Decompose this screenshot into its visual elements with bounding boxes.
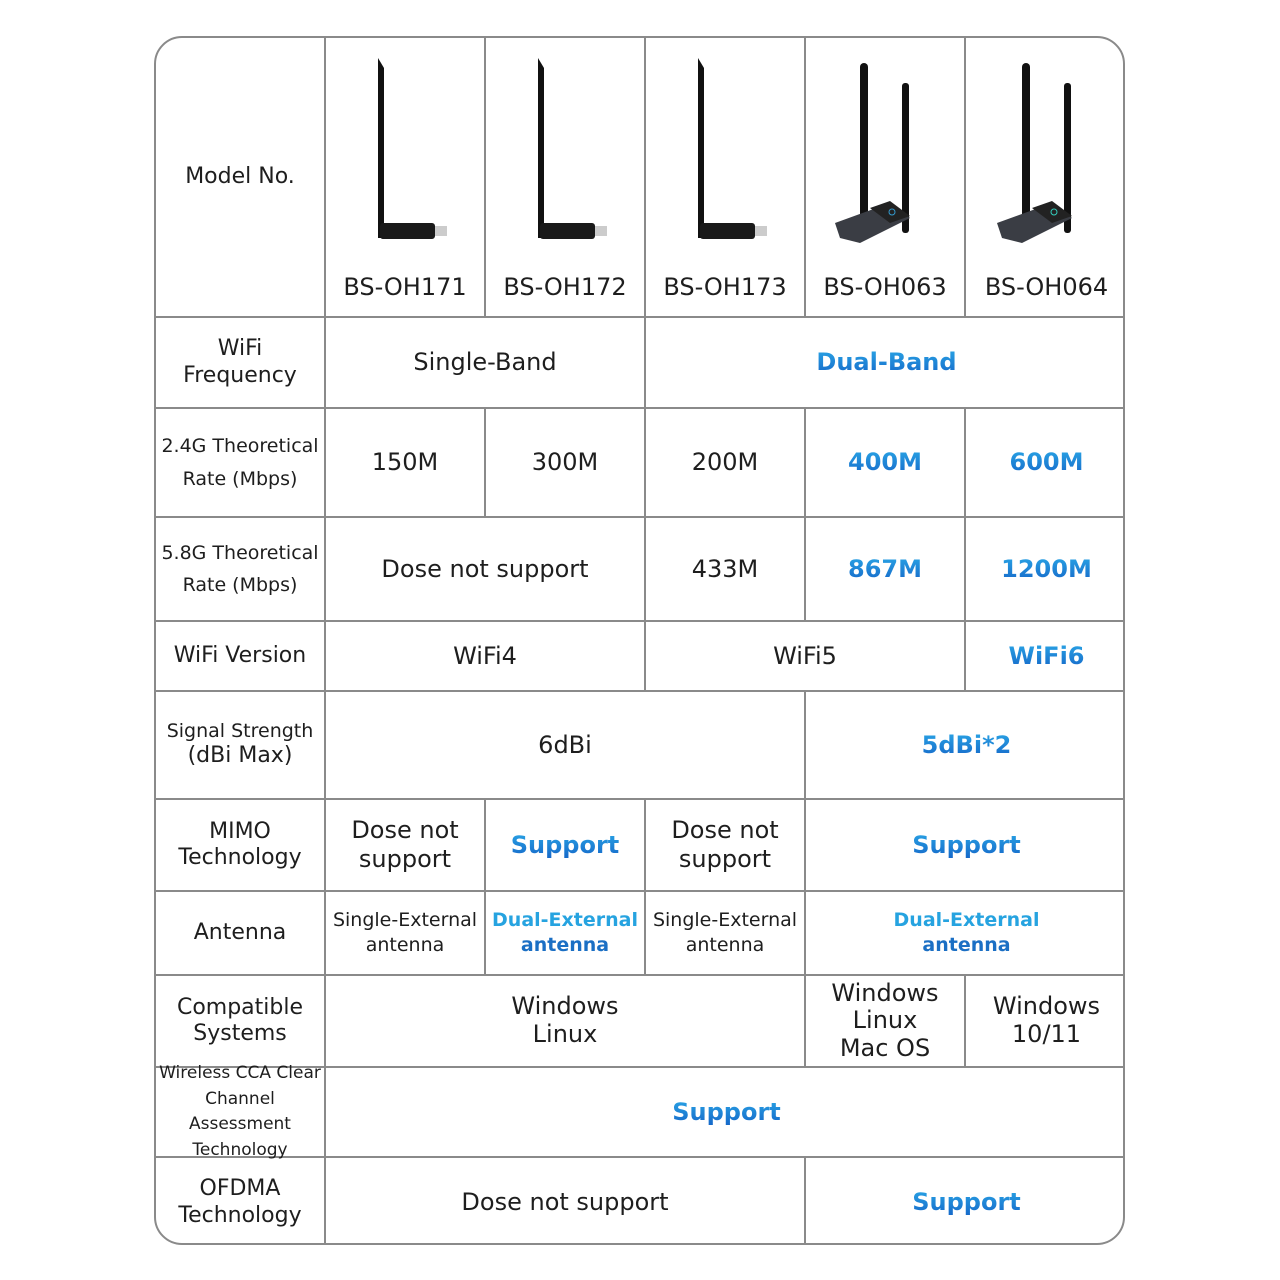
value-line: Dual-External bbox=[492, 909, 638, 932]
row-label-wifi-frequency bbox=[156, 318, 326, 409]
comparison-table bbox=[154, 36, 1125, 1245]
label-line: Rate (Mbps) bbox=[182, 574, 298, 596]
label-line: MIMO bbox=[209, 818, 271, 844]
label-line: 5.8G Theoretical bbox=[161, 541, 319, 564]
label-line: Channel Assessment bbox=[189, 1088, 291, 1134]
ofdma-supported bbox=[806, 1158, 1125, 1245]
antenna-oh171 bbox=[326, 892, 486, 976]
desktop-adapter-image bbox=[830, 58, 940, 243]
dual-band-value: Dual-Band bbox=[816, 348, 957, 377]
model-name: BS-OH172 bbox=[503, 273, 627, 302]
model-name: BS-OH063 bbox=[823, 273, 947, 302]
label-line: Systems bbox=[193, 1021, 287, 1046]
value-line: antenna bbox=[365, 934, 445, 956]
value-line: support bbox=[678, 845, 772, 873]
rate24-oh172: 300M bbox=[486, 409, 646, 518]
support-value: Support bbox=[912, 830, 1021, 859]
value-line: Single-External bbox=[332, 909, 478, 932]
signal-single-cell: 6dBi bbox=[326, 692, 806, 800]
support-value: Support bbox=[912, 1188, 1021, 1217]
label-line: WiFi bbox=[217, 336, 263, 362]
row-label-rate-24 bbox=[156, 409, 326, 518]
rate58-oh063 bbox=[806, 518, 966, 622]
label-line: Signal Strength bbox=[166, 720, 314, 743]
value-line: Linux bbox=[852, 1006, 918, 1035]
label-line: Technology bbox=[178, 1202, 302, 1228]
label-line: 2.4G Theoretical bbox=[161, 435, 319, 458]
header-model-label: Model No. bbox=[156, 38, 326, 318]
model-column-oh064 bbox=[966, 38, 1125, 318]
row-label-mimo bbox=[156, 800, 326, 892]
rate-value: 1200M bbox=[1001, 554, 1092, 583]
label-line: (dBi Max) bbox=[187, 743, 293, 769]
systems-first bbox=[326, 976, 806, 1068]
rate24-oh173: 200M bbox=[646, 409, 806, 518]
antenna-oh172 bbox=[486, 892, 646, 976]
usb-adapter-image bbox=[510, 58, 620, 243]
rate24-oh063 bbox=[806, 409, 966, 518]
support-value: Support bbox=[510, 830, 620, 859]
rate58-oh064 bbox=[966, 518, 1125, 622]
model-column-oh172 bbox=[486, 38, 646, 318]
label-line: Rate (Mbps) bbox=[182, 467, 298, 490]
antenna-oh173 bbox=[646, 892, 806, 976]
rate58-oh173: 433M bbox=[646, 518, 806, 622]
signal-dual-cell bbox=[806, 692, 1125, 800]
value-line: Windows bbox=[992, 992, 1101, 1021]
mimo-oh173 bbox=[646, 800, 806, 892]
wifi5-cell: WiFi5 bbox=[646, 622, 966, 692]
single-band-cell: Single-Band bbox=[326, 318, 646, 409]
model-name: BS-OH064 bbox=[984, 273, 1109, 302]
label-line: Technology bbox=[192, 1139, 288, 1160]
label-line: Frequency bbox=[183, 362, 297, 388]
value-line: antenna bbox=[685, 934, 765, 956]
rate-value: 400M bbox=[848, 448, 922, 477]
antenna-dual bbox=[806, 892, 1125, 976]
label-line: Compatible bbox=[176, 994, 304, 1020]
ofdma-not-supported: Dose not support bbox=[326, 1158, 806, 1245]
rate58-not-supported: Dose not support bbox=[326, 518, 646, 622]
label-line: Wireless CCA Clear bbox=[159, 1063, 321, 1083]
row-label-systems bbox=[156, 976, 326, 1068]
mimo-oh171 bbox=[326, 800, 486, 892]
row-label-antenna: Antenna bbox=[156, 892, 326, 976]
model-column-oh171 bbox=[326, 38, 486, 318]
wifi6-value: WiFi6 bbox=[1008, 641, 1085, 670]
value-line: Mac OS bbox=[839, 1033, 931, 1062]
value-line: support bbox=[358, 845, 452, 873]
systems-oh063 bbox=[806, 976, 966, 1068]
model-name: BS-OH171 bbox=[343, 273, 467, 302]
wifi4-cell: WiFi4 bbox=[326, 622, 646, 692]
rate24-oh064 bbox=[966, 409, 1125, 518]
mimo-dual bbox=[806, 800, 1125, 892]
value-line: Windows bbox=[511, 992, 619, 1021]
value-line: Dose not bbox=[351, 816, 459, 845]
support-value: Support bbox=[672, 1097, 781, 1126]
dual-band-cell bbox=[646, 318, 1125, 409]
value-line: Single-External bbox=[652, 909, 798, 932]
label-line: Technology bbox=[178, 845, 302, 870]
value-line: Linux bbox=[532, 1020, 598, 1048]
systems-oh064 bbox=[966, 976, 1125, 1068]
value-line: Dose not bbox=[671, 816, 779, 845]
value-line: Dual-External bbox=[893, 909, 1040, 932]
rate24-oh171: 150M bbox=[326, 409, 486, 518]
value-line: antenna bbox=[520, 934, 610, 956]
model-column-oh173 bbox=[646, 38, 806, 318]
desktop-adapter-image bbox=[992, 58, 1102, 243]
usb-adapter-image bbox=[670, 58, 780, 243]
model-name: BS-OH173 bbox=[663, 273, 787, 302]
rate-value: 600M bbox=[1009, 448, 1084, 477]
signal-value: 5dBi*2 bbox=[921, 730, 1012, 759]
cca-cell bbox=[326, 1068, 1125, 1158]
row-label-signal bbox=[156, 692, 326, 800]
rate-value: 867M bbox=[848, 554, 922, 583]
value-line: antenna bbox=[922, 934, 1011, 956]
mimo-oh172 bbox=[486, 800, 646, 892]
row-label-cca bbox=[156, 1063, 326, 1160]
label-line: OFDMA bbox=[199, 1176, 281, 1202]
row-label-rate-58 bbox=[156, 518, 326, 622]
row-label-wifi-version: WiFi Version bbox=[156, 622, 326, 692]
usb-adapter-image bbox=[350, 58, 460, 243]
wifi6-cell bbox=[966, 622, 1125, 692]
value-line: Windows bbox=[831, 978, 939, 1007]
row-label-ofdma bbox=[156, 1158, 326, 1245]
model-column-oh063 bbox=[806, 38, 966, 318]
value-line: 10/11 bbox=[1011, 1020, 1082, 1048]
